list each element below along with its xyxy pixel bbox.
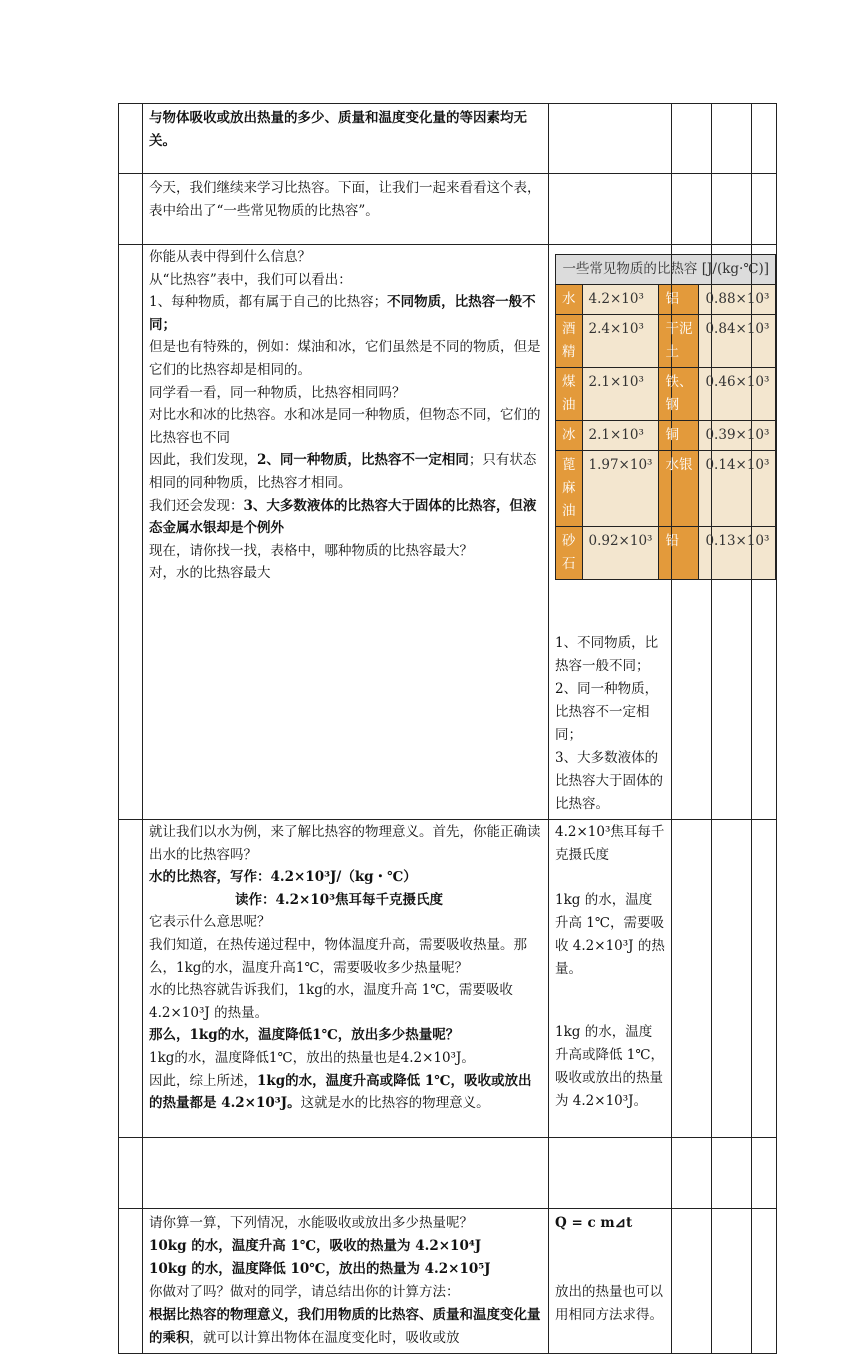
content-text: 10kg 的水，温度升高 1℃，吸收的热量为 4.2×10⁴J (149, 1238, 482, 1254)
formula-text: Q = c m⊿t (555, 1215, 633, 1231)
content-text: 水的比热容，写作：4.2×10³J/（kg・℃） (149, 869, 417, 886)
lesson-plan-table (118, 103, 777, 1354)
content-text: 但是也有特殊的，例如：煤油和冰，它们虽然是不同的物质，但是它们的比热容却是相同的。 (149, 339, 541, 378)
content-cell (143, 1209, 549, 1354)
content-text: 从“比热容”表中，我们可以看出： (149, 271, 352, 288)
content-text: 水的比热容就告诉我们，1kg的水，温度升高 1℃，需要吸收 4.2×10³J 的热量。 (149, 982, 513, 1021)
content-cell (143, 820, 549, 1138)
side-note-cell (549, 245, 770, 820)
content-text: 对，水的比热容最大 (149, 565, 271, 582)
content-text: 我们知道，在热传递过程中，物体温度升高，需要吸收热量。那么，1kg的水，温度升高1℃，需要吸收多少热量呢？ (149, 936, 527, 976)
content-cell (143, 245, 549, 820)
side-note: 3、大多数液体的比热容大于固体的比热容。 (555, 750, 663, 812)
table-row (119, 174, 777, 245)
content-text: 现在，请你找一找，表格中，哪种物质的比热容最大？ (149, 542, 473, 559)
content-text: 10kg 的水，温度降低 10℃，放出的热量为 4.2×10⁵J (149, 1261, 491, 1277)
content-text: 就让我们以水为例，来了解比热容的物理意义。首先，你能正确读出水的比热容吗？ (149, 824, 541, 863)
side-note: 1kg 的水，温度升高或降低 1℃，吸收或放出的热量为 4.2×10³J。 (555, 1024, 664, 1109)
side-note: 2、同一种物质，比热容不一定相同； (555, 681, 659, 743)
content-text: 因此，我们发现，2、同一种物质，比热容不一定相同；只有状态相同的同种物质，比热容才相同。 (149, 452, 537, 491)
content-text: 根据比热容的物理意义，我们用物质的比热容、质量和温度变化量的乘积，就可以计算出物体在温度变化时，吸收或放 (149, 1307, 541, 1346)
content-text: 1kg的水，温度降低1℃，放出的热量也是4.2×10³J。 (149, 1049, 475, 1066)
side-note: 4.2×10³焦耳每千克摄氏度 (555, 824, 665, 863)
content-text: 因此，综上所述，1kg的水，温度升高或降低 1℃，吸收或放出的热量都是 4.2×10³J。这就是水的比热容的物理意义。 (149, 1072, 532, 1112)
table-row (119, 104, 777, 174)
content-text: 今天，我们继续来学习比热容。下面，让我们一起来看看这个表，表中给出了“一些常见物质的比热容”。 (149, 180, 541, 219)
specific-heat-table-image: 一些常见物质的比热容 [J/(kg·℃)] 水 4.2×10³ 铝 0.88×10³ 酒精 2.4×10³ 干泥土 0.84×10³ 煤油 2.1×10³ 铁、钢 0.46×10³ 冰 2.1×10³ 铜 0.39×10³ 蓖麻油 1.97×10³ 水银 0.14×10³ 砂石 0.92×10³ 铅 0.13×10³ (555, 254, 776, 580)
table-row (119, 1209, 777, 1354)
content-text: 对比水和冰的比热容。水和冰是同一种物质，但物态不同，它们的比热容也不同 (149, 407, 541, 446)
side-note-cell (549, 820, 672, 1138)
content-text: 你能从表中得到什么信息？ (149, 249, 311, 265)
content-cell (143, 104, 549, 174)
table-row (119, 820, 777, 1138)
content-text: 1、每种物质，都有属于自己的比热容；不同物质，比热容一般不同； (149, 294, 536, 333)
content-text: 与物体吸收或放出热量的多少、质量和温度变化量的等因素均无关。 (149, 110, 527, 149)
content-text: 它表示什么意思呢？ (149, 914, 271, 931)
content-text: 你做对了吗？做对的同学，请总结出你的计算方法： (149, 1284, 460, 1300)
content-cell (143, 174, 549, 245)
side-note: 1、不同物质，比热容一般不同； (555, 635, 659, 674)
content-text: 请你算一算，下列情况，水能吸收或放出多少热量呢？ (149, 1215, 473, 1231)
table-row (119, 245, 777, 820)
content-text: 我们还会发现：3、大多数液体的比热容大于固体的比热容，但液态金属水银却是个例外 (149, 497, 537, 537)
content-text: 同学看一看，同一种物质，比热容相同吗？ (149, 384, 406, 401)
side-note: 放出的热量也可以用相同方法求得。 (555, 1284, 663, 1323)
content-text: 那么，1kg的水，温度降低1℃，放出多少热量呢？ (149, 1027, 460, 1044)
side-note-cell (549, 1209, 672, 1354)
side-note: 1kg 的水，温度升高 1℃，需要吸收 4.2×10³J 的热量。 (555, 892, 665, 977)
content-text: 读作：4.2×10³焦耳每千克摄氏度 (235, 891, 443, 908)
table-row (119, 1138, 777, 1209)
table-image-title: 一些常见物质的比热容 [J/(kg·℃)] (556, 255, 776, 285)
